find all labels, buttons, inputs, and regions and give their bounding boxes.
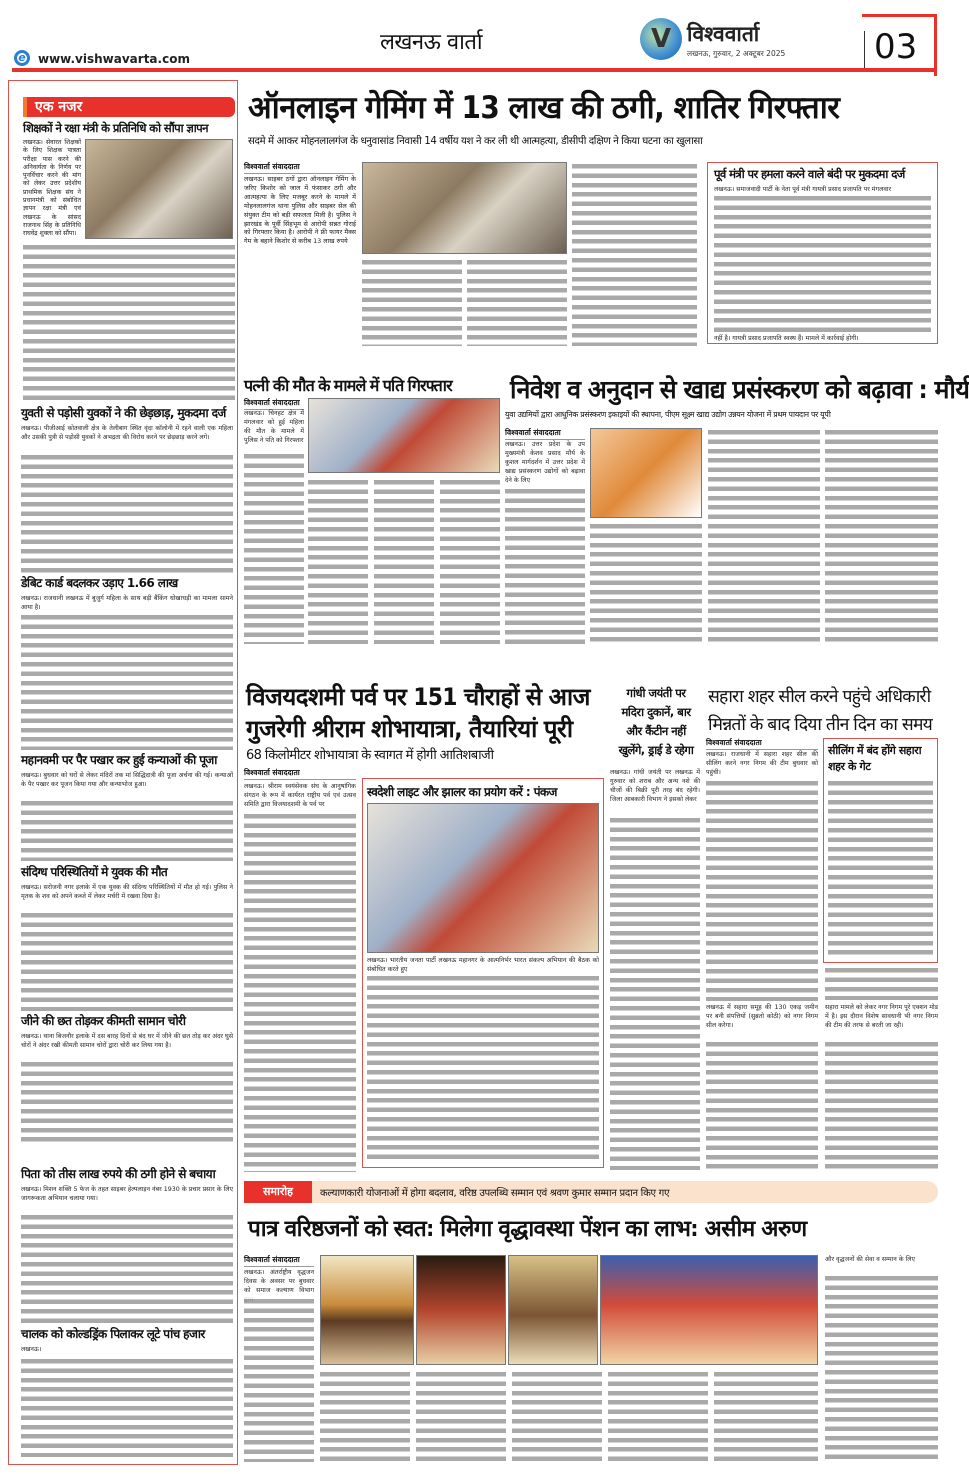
- food-story-body: [590, 522, 702, 644]
- page-number-divider: [864, 31, 865, 71]
- byline: विश्ववार्ता संवाददाता: [706, 738, 818, 750]
- inset-story-headline: स्वदेशी लाइट और झालर का प्रयोग करें : पंकज: [367, 785, 557, 799]
- wife-story-body: [244, 452, 304, 644]
- story-body: [21, 1213, 233, 1323]
- vijayadashami-headline-line2: गुजरेगी श्रीराम शोभायात्रा, तैयारियां पूरी: [246, 715, 573, 743]
- award-photo-1: [320, 1255, 414, 1365]
- story-headline: डेबिट कार्ड बदलकर उड़ाए 1.66 लाख: [21, 576, 178, 590]
- sahara-body: [706, 779, 818, 1001]
- lead-subheadline: सदमे में आकर मोहनलालगंज के धनुवासांड निवासी 14 वर्षीय यश ने कर ली थी आत्महत्या, डीसीपी दक्षिण ने किया घटना का खुलासा: [248, 136, 703, 147]
- lead-story-body: [572, 162, 697, 346]
- lead-story-body: [467, 258, 567, 346]
- story-lead: लखनऊ। राजधानी लखनऊ में बुजुर्ग महिला के साथ बड़ी बैंकिंग धोखाधड़ी का मामला सामने आया है।: [21, 595, 233, 611]
- sahara-para2: लखनऊ में सहारा समूह की 130 एकड़ जमीन पर बनी संपत्तियों (सुब्रतो कोठी) को नगर निगम सील करेगा।: [706, 1004, 818, 1029]
- story-headline: जीने की छत तोड़कर कीमती सामान चोरी: [21, 1014, 186, 1028]
- ek-nazar-column: [8, 80, 238, 1465]
- samaroh-banner-text: कल्याणकारी योजनाओं में होगा बदलाव, वरिष्ठ उपलब्धि सम्मान एवं श्रवण कुमार सम्मान प्रदान किए गए: [320, 1188, 670, 1199]
- story-headline: संदिग्ध परिस्थितियों मे युवक की मौत: [21, 865, 168, 879]
- samaroh-body: [244, 1297, 314, 1462]
- samaroh-body: [320, 1370, 410, 1462]
- samaroh-banner: [244, 1181, 938, 1203]
- vijayadashami-subheadline: 68 किलोमीटर शोभायात्रा के स्वागत में होगी आतिशबाजी: [246, 748, 494, 763]
- food-story-body: [825, 428, 938, 644]
- samaroh-lead: लखनऊ। अंतर्राष्ट्रीय वृद्धजन दिवस के अवसर पर बुधवार को समाज कल्याण विभाग: [244, 1269, 314, 1294]
- vijayadashami-body: [244, 812, 356, 1172]
- samaroh-body: [416, 1370, 506, 1462]
- boxed-story-closing: नहीं है। गायत्री प्रसाद प्रजापति स्वस्थ हैं। मामले में कार्रवाई होगी।: [714, 335, 859, 342]
- byline: विश्ववार्ता संवाददाता: [244, 1255, 314, 1267]
- arrest-photo: [362, 162, 567, 254]
- masthead-rule: [12, 68, 937, 72]
- vijayadashami-lead: लखनऊ। श्रीराम स्वयंसेवक संघ के आनुषांगिक संगठन के रूप में कार्यरत राष्ट्रीय पर्व एवं उत्सव समिति द्वारा विजयादशमी के पर्व पर: [244, 783, 356, 808]
- dateline: लखनऊ, गुरुवार, 2 अक्टूबर 2025: [687, 49, 786, 58]
- section-title: लखनऊ वार्ता: [380, 30, 483, 55]
- sahara-body: [825, 1040, 938, 1170]
- boxed-story-lead: लखनऊ। समाजवादी पार्टी के नेता पूर्व मंत्री गायत्री प्रसाद प्रजापति पर मंगलवार: [714, 186, 892, 193]
- story-lead: लखनऊ। थाना बिजनौर इलाके में दस बारह दिनों से बंद घर में जीने की छत तोड़ कर अंदर घुसे चोरों ने अंदर रखी कीमती सामान चोरों द्वारा चोरी कर लिया गया है।: [21, 1033, 233, 1049]
- award-photo-2: [416, 1255, 506, 1365]
- samaroh-right-lead: और वृद्धजनों की सेवा व सम्मान के लिए: [825, 1256, 915, 1263]
- samaroh-body: [714, 1370, 818, 1462]
- sahara-body: [825, 966, 938, 1000]
- story-body: [21, 911, 233, 1011]
- wife-story-body: [308, 478, 368, 644]
- story-lead: लखनऊ। बुधवार को घरों से लेकर मंदिरों तक मां सिद्धिदात्री की पूजा अर्चना की गई। कन्याओं के पैर पखार कर पूजन किया गया और कन्याभोज हुआ।: [21, 772, 233, 788]
- meeting-photo: [367, 803, 599, 953]
- story-lead: लखनऊ।: [21, 1345, 81, 1355]
- sahara-headline-line1: सहारा शहर सील करने पहुंचे अधिकारी: [708, 687, 931, 707]
- story-lead: लखनऊ। मिशन शक्ति 5 फेज के तहत साइबर हेल्पलाइन नंबर 1930 के प्रचार प्रसार के लिए जागरूकता अभियान चलाया गया।: [21, 1186, 233, 1202]
- lead-headline: ऑनलाइन गेमिंग में 13 लाख की ठगी, शातिर गिरफ्तार: [248, 90, 840, 126]
- boxed-story-headline: पूर्व मंत्री पर हमला करने वाले बंदी पर मुकदमा दर्ज: [714, 167, 905, 181]
- byline: विश्ववार्ता संवाददाता: [244, 398, 304, 410]
- sahara-sidebar-box: [823, 738, 938, 963]
- samaroh-label: समारोह: [244, 1181, 312, 1203]
- lead-story-lead: लखनऊ। साइबर ठगों द्वारा ऑनलाइन गेमिंग के जरिए किशोर को जाल में फंसाकर ठगी और आत्महत्या के लिए मजबूर करने के मामले में मोहनलालगंज थाना पुलिस और साइबर सेल की संयुक्त टीम को बड़ी सफलता मिली है। पुलिस ने झारखंड के पूर्वी सिंहभूम से आरोपी सन्नत गोराई को गिरफ्तार किया है। आरोपी ने फ्री फायर मैक्स गेम के बहाने किशोर से करीब 13 लाख रुपये: [244, 175, 356, 246]
- page-number-box: [862, 14, 937, 76]
- samaroh-headline: पात्र वरिष्ठजनों को स्वत: मिलेगा वृद्धावस्था पेंशन का लाभ: असीम अरुण: [248, 1216, 807, 1242]
- sahara-headline-line2: मिन्नतों के बाद दिया तीन दिन का समय: [708, 715, 932, 735]
- story-body: [21, 453, 233, 573]
- story-body: [21, 613, 233, 750]
- story-headline: चालक को कोल्डड्रिंक पिलाकर लूटे पांच हजार: [21, 1327, 205, 1341]
- story-lead: लखनऊ। सरोजनी नगर इलाके में एक युवक की संदिग्ध परिस्थितियों में मौत हो गई। पुलिस ने मृतक के शव को अपने कब्जे में लेकर मर्चरी में रखवा दिया है।: [21, 884, 233, 900]
- byline: विश्ववार्ता संवाददाता: [244, 162, 354, 174]
- sahara-lead: लखनऊ। राजधानी में सहारा शहर सील की सीलिंग करने नगर निगम की टीम बुधवार को पहुंची।: [706, 751, 818, 776]
- police-photo: [308, 398, 500, 473]
- story-lead: लखनऊ। पीजीआई कोतवाली क्षेत्र के तेलीबाग स्थित वृंदा कॉलोनी में रहने वाली एक महिला और उसकी पुत्री से पड़ोसी युवकों ने अभद्रता की विरोध करने पर छेड़छाड़ करने लगे।: [21, 425, 233, 441]
- sahara-sidebar-body: [828, 779, 933, 959]
- story-lead: लखनऊ। सेवारत शिक्षकों के लिए शिक्षक पात्रता परीक्षा पास करने की अनिवार्यता के निर्णय पर पुनर्विचार करने की मांग को लेकर उत्तर प्रदेशीय प्राथमिक शिक्षक संघ ने प्रधानमंत्री को संबोधित ज्ञापन रक्षा मंत्री एवं लखनऊ के सांसद राजनाथ सिंह के प्रतिनिधि राघवेंद्र शुक्ला को सौंपा।: [23, 139, 81, 238]
- story-body: [21, 1060, 233, 1143]
- newspaper-logo-icon: V: [640, 18, 682, 60]
- inset-story-box: [362, 778, 604, 1168]
- gandhi-story-lead: लखनऊ। गांधी जयंती पर लखनऊ में गुरुवार को शराब और अन्य नशे की चीजों की बिक्री पूरी तरह बंद रहेगी। जिला आबकारी विभाग ने इसको लेकर: [610, 769, 700, 803]
- food-story-body: [505, 487, 585, 645]
- samaroh-body: [608, 1370, 708, 1462]
- award-photo-3: [508, 1255, 598, 1365]
- teachers-photo: [85, 139, 233, 239]
- samaroh-body: [825, 1274, 938, 1462]
- wife-story-headline: पत्नी की मौत के मामले में पति गिरफ्तार: [244, 376, 452, 395]
- story-headline: युवती से पड़ोसी युवकों ने की छेड़छाड़, मुकदमा दर्ज: [21, 406, 226, 420]
- paper-name: विश्ववार्ता: [687, 22, 760, 46]
- story-body: [21, 799, 233, 861]
- sahara-sidebar-headline: सीलिंग में बंद होंगे सहारा शहर के गेट: [828, 744, 922, 773]
- food-story-body: [708, 428, 820, 644]
- website-link[interactable]: www.vishwavarta.com: [38, 52, 190, 66]
- gandhi-story-headline: गांधी जयंती पर मदिरा दुकानें, बार और कैंटीन नहीं खुलेंगे, ड्राई डे रहेगा: [618, 686, 694, 757]
- minister-photo: [590, 428, 702, 518]
- boxed-story-body: [714, 194, 931, 334]
- samaroh-body: [512, 1370, 602, 1462]
- story-body: [23, 243, 235, 403]
- masthead: [0, 0, 945, 74]
- gandhi-story-body: [610, 816, 700, 1170]
- ek-nazar-label: एक नजर: [23, 97, 235, 117]
- food-story-subheadline: युवा उद्यमियों द्वारा आधुनिक प्रसंस्करण इकाइयों की स्थापना, पीएम सूक्ष्म खाद्य उद्योग उन्नयन योजना में प्रथम पायदान पर यूपी: [505, 410, 831, 419]
- browser-e-icon: e: [14, 50, 30, 66]
- award-photo-4: [600, 1255, 818, 1365]
- byline: विश्ववार्ता संवाददाता: [244, 768, 356, 780]
- story-body: [21, 1357, 233, 1457]
- food-story-lead: लखनऊ। उत्तर प्रदेश के उप मुख्यमंत्री केशव प्रसाद मौर्य के कुशल मार्गदर्शन में उत्तर प्रदेश में खाद्य प्रसंस्करण उद्योगों को बढ़ावा देने के लिए: [505, 441, 585, 484]
- wife-story-lead: लखनऊ। चिनहट क्षेत्र में मंगलवार को हुई महिला की मौत के मामले में पुलिस ने पति को गिरफ्तार: [244, 410, 304, 444]
- sahara-body: [706, 1040, 818, 1170]
- lead-story-body: [362, 258, 462, 346]
- byline: विश्ववार्ता संवाददाता: [505, 428, 585, 440]
- vijayadashami-headline-line1: विजयदशमी पर्व पर 151 चौराहों से आज: [246, 683, 590, 711]
- story-headline: शिक्षकों ने रक्षा मंत्री के प्रतिनिधि को सौंपा ज्ञापन: [23, 121, 208, 135]
- sahara-sidebar-para: सहारा मामले को लेकर नगर निगम पूरे एक्शन मोड में है। इस दौरान विशेष सावधानी भी नगर निगम की टीम की तरफ से बरती जा रही।: [825, 1004, 938, 1029]
- inset-story-body: [367, 974, 599, 1164]
- wife-story-body: [440, 478, 500, 644]
- story-headline: महानवमी पर पैर पखार कर हुई कन्याओं की पूजा: [21, 753, 217, 767]
- boxed-story: [707, 162, 938, 344]
- food-story-headline: निवेश व अनुदान से खाद्य प्रसंस्करण को बढ़ावा : मौर्य: [510, 375, 969, 404]
- page-number: 03: [874, 27, 918, 67]
- wife-story-body: [374, 478, 434, 644]
- story-headline: पिता को तीस लाख रुपये की ठगी होने से बचाया: [21, 1167, 216, 1181]
- inset-story-caption: लखनऊ। भारतीय जनता पार्टी लखनऊ महानगर के आत्मनिर्भर भारत संकल्प अभियान की बैठक को संबोधित करते हुए: [367, 957, 599, 973]
